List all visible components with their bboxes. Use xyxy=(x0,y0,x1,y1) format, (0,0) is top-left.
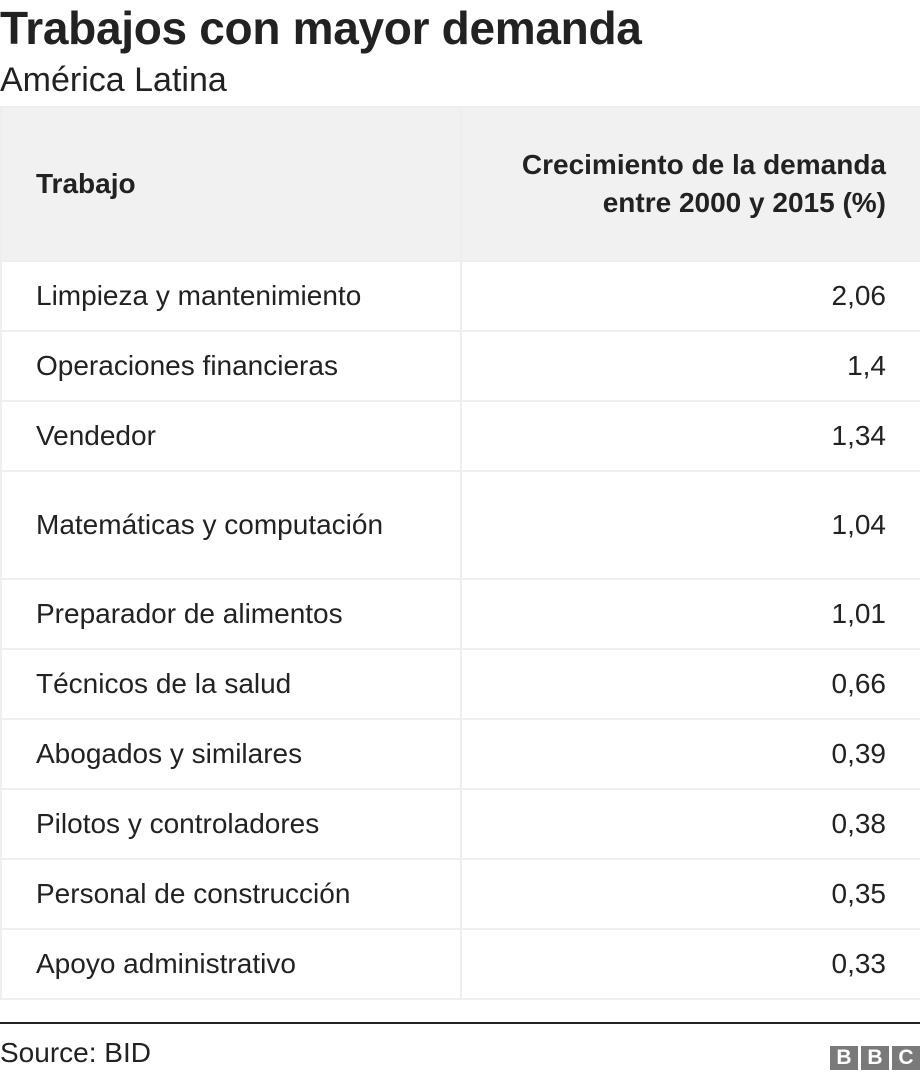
job-cell: Pilotos y controladores xyxy=(1,789,461,859)
table-row xyxy=(1,649,920,719)
growth-value-cell: 1,04 xyxy=(461,471,920,579)
growth-value-cell: 1,4 xyxy=(461,331,920,401)
footer-divider xyxy=(0,1022,920,1024)
demand-table xyxy=(0,106,920,1000)
growth-value-cell: 0,38 xyxy=(461,789,920,859)
table-row xyxy=(1,929,920,999)
table-body xyxy=(1,261,920,999)
job-cell: Preparador de alimentos xyxy=(1,579,461,649)
column-header-growth: Crecimiento de la demanda entre 2000 y 2015 (%) xyxy=(461,107,920,261)
job-cell: Matemáticas y computación xyxy=(1,471,461,579)
logo-letter: B xyxy=(830,1046,858,1070)
logo-letter: B xyxy=(861,1046,889,1070)
growth-value-cell: 2,06 xyxy=(461,261,920,331)
table-row xyxy=(1,331,920,401)
table-row xyxy=(1,789,920,859)
table-row xyxy=(1,401,920,471)
chart-subtitle: América Latina xyxy=(0,61,227,99)
column-header-job: Trabajo xyxy=(1,107,461,261)
table-row xyxy=(1,859,920,929)
job-cell: Limpieza y mantenimiento xyxy=(1,261,461,331)
growth-value-cell: 0,66 xyxy=(461,649,920,719)
job-cell: Personal de construcción xyxy=(1,859,461,929)
bbc-logo-icon xyxy=(830,1046,920,1070)
table-row xyxy=(1,579,920,649)
job-cell: Vendedor xyxy=(1,401,461,471)
job-cell: Abogados y similares xyxy=(1,719,461,789)
job-cell: Técnicos de la salud xyxy=(1,649,461,719)
header-row xyxy=(1,107,920,261)
table-row xyxy=(1,471,920,579)
growth-value-cell: 0,33 xyxy=(461,929,920,999)
growth-value-cell: 0,35 xyxy=(461,859,920,929)
job-cell: Apoyo administrativo xyxy=(1,929,461,999)
growth-value-cell: 1,01 xyxy=(461,579,920,649)
source-note: Source: BID xyxy=(0,1037,151,1068)
job-cell: Operaciones financieras xyxy=(1,331,461,401)
chart-title: Trabajos con mayor demanda xyxy=(0,2,642,54)
table-row xyxy=(1,719,920,789)
growth-value-cell: 1,34 xyxy=(461,401,920,471)
logo-letter: C xyxy=(892,1046,920,1070)
growth-value-cell: 0,39 xyxy=(461,719,920,789)
table-row xyxy=(1,261,920,331)
table-header xyxy=(1,107,920,261)
